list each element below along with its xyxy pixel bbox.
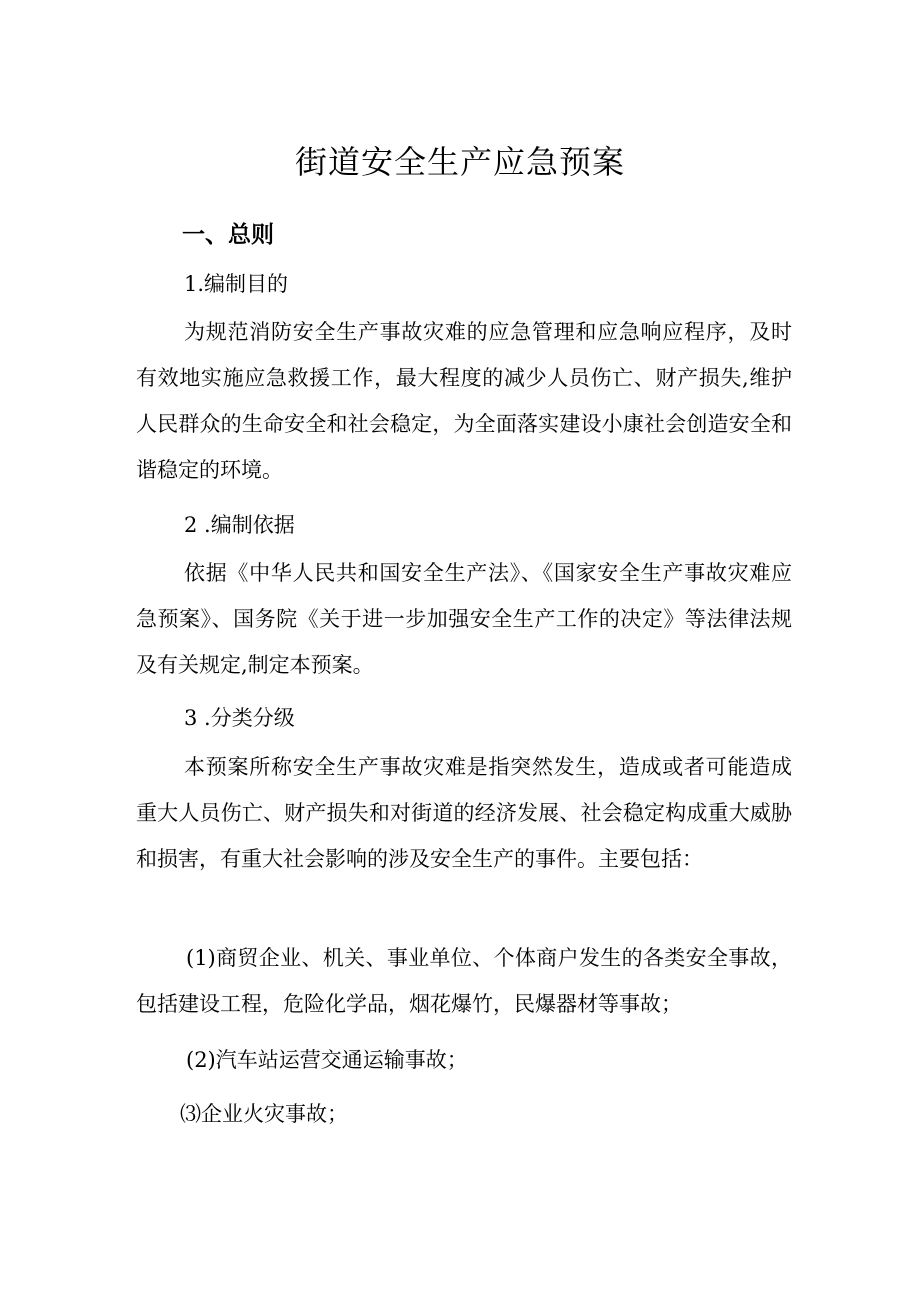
list-item-3: ⑶企业火灾事故； (180, 1102, 348, 1126)
document-title: 街道安全生产应急预案 (294, 143, 625, 181)
list-item-1: (1)商贸企业、机关、事业单位、个体商户发生的各类安全事故，包括建设工程，危险化学品，烟花爆竹，民爆器材等事故； (136, 946, 792, 1016)
subheading-basis: 2 .编制依据 (184, 513, 295, 537)
subheading-purpose: 1.编制目的 (184, 272, 289, 296)
paragraph-basis: 依据《中华人民共和国安全生产法》、《国家安全生产事故灾难应急预案》、国务院《关于进一步加强安全生产工作的决定》等法律法规及有关规定,制定本预案。 (136, 561, 792, 677)
list-item-2: (2)汽车站运营交通运输事故； (186, 1048, 468, 1072)
subheading-classification: 3 .分类分级 (184, 706, 295, 730)
section-heading-general: 一、总则 (182, 222, 274, 248)
paragraph-purpose: 为规范消防安全生产事故灾难的应急管理和应急响应程序，及时有效地实施应急救援工作，最大程度的减少人员伤亡、财产损失,维护人民群众的生命安全和社会稳定，为全面落实建设小康社会创造安全和谐稳定的环境。 (136, 320, 792, 482)
paragraph-classification: 本预案所称安全生产事故灾难是指突然发生，造成或者可能造成重大人员伤亡、财产损失和对街道的经济发展、社会稳定构成重大威胁和损害，有重大社会影响的涉及安全生产的事件。主要包括： (136, 755, 792, 871)
